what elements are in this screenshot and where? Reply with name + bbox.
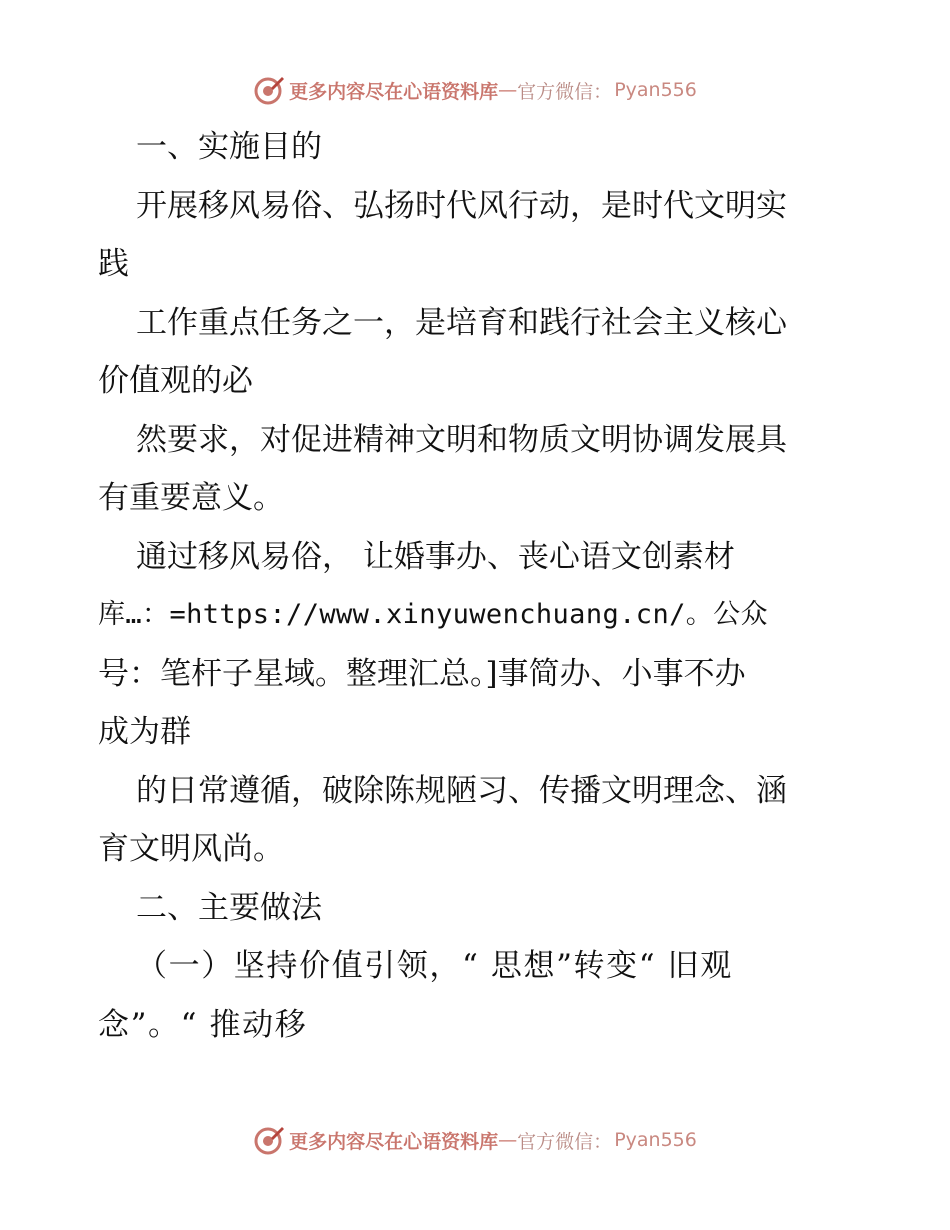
pen-logo-icon xyxy=(253,1124,285,1156)
text-line-15: （一）坚持价值引领，“ 思想”转变“ 旧观 xyxy=(136,948,733,984)
header-watermark xyxy=(0,70,950,110)
footer-watermark xyxy=(0,1120,950,1160)
body-text xyxy=(98,118,858,1054)
text-line-16: 念”。“ 推动移 xyxy=(98,1006,308,1043)
watermark-official-label: 官方微信： xyxy=(517,1130,613,1153)
watermark-wechat-id: Pyan556 xyxy=(614,79,697,101)
watermark-wechat-id: Pyan556 xyxy=(614,1129,697,1151)
text-line-6: 然要求，对促进精神文明和物质文明协调发展具 xyxy=(136,421,787,458)
text-line-9: 库…：=https://www.xinyuwenchuang.cn/。公众 xyxy=(98,599,768,630)
text-line-1: 一、实施目的 xyxy=(136,129,322,165)
pen-logo-icon xyxy=(253,74,285,106)
text-line-2: 开展移风易俗、弘扬时代风行动，是时代文明实 xyxy=(136,187,787,224)
text-line-4: 工作重点任务之一，是培育和践行社会主义核心 xyxy=(136,304,787,341)
watermark-main-text: 更多内容尽在心语资料库 xyxy=(289,1130,499,1153)
text-line-11: 成为群 xyxy=(98,714,191,750)
watermark-main-text: 更多内容尽在心语资料库 xyxy=(289,80,499,103)
text-line-7: 有重要意义。 xyxy=(98,480,284,516)
text-line-14: 二、主要做法 xyxy=(136,889,322,926)
text-line-3: 践 xyxy=(98,246,129,282)
watermark-dash: — xyxy=(498,1129,518,1151)
text-line-10: 号：笔杆子星域。整理汇总。]事简办、小事不办 xyxy=(98,655,746,692)
text-line-5: 价值观的必 xyxy=(98,363,253,399)
text-line-8: 通过移风易俗， 让婚事办、丧心语文创素材 xyxy=(136,538,735,575)
text-line-12: 的日常遵循，破除陈规陋习、传播文明理念、涵 xyxy=(136,772,787,809)
watermark-dash: — xyxy=(498,79,518,101)
text-line-13: 育文明风尚。 xyxy=(98,831,284,867)
watermark-official-label: 官方微信： xyxy=(517,80,613,103)
